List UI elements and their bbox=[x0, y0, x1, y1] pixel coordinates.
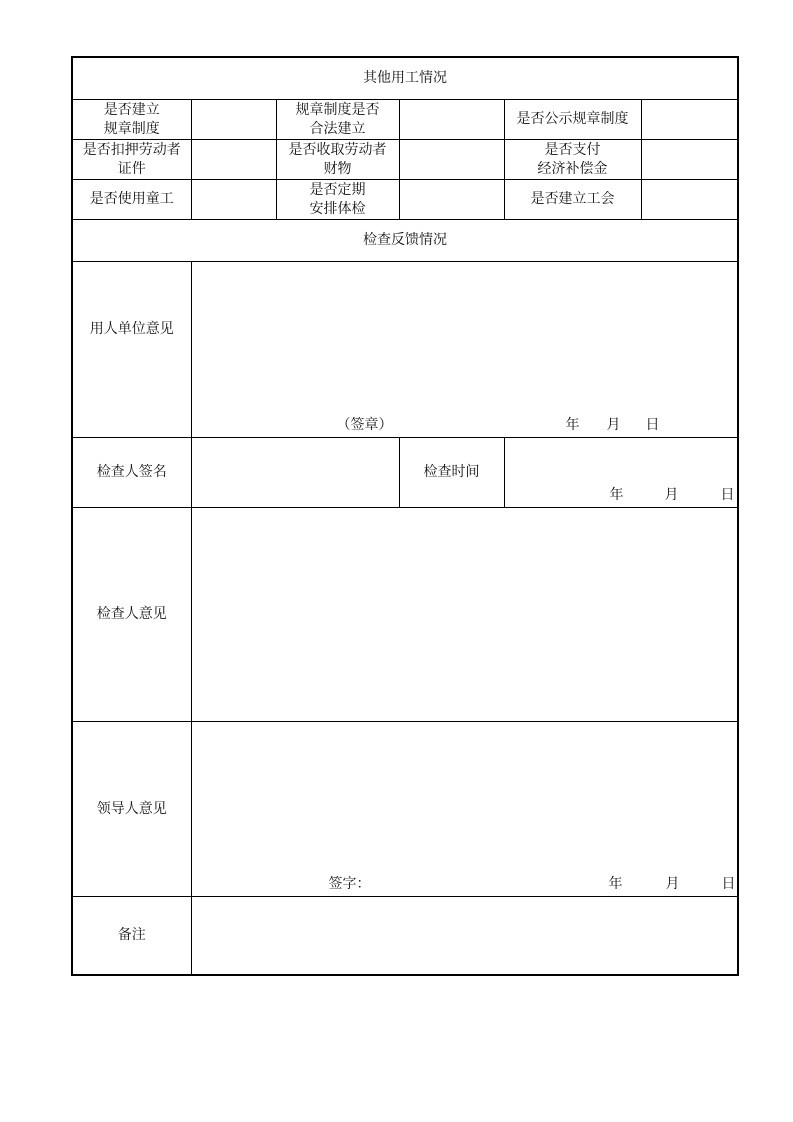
answer-pay-compensation[interactable] bbox=[641, 140, 738, 180]
signature-label: 签字： bbox=[328, 876, 371, 892]
employer-opinion-field[interactable] bbox=[191, 262, 738, 438]
question-rules-public: 是否公示规章制度 bbox=[504, 100, 641, 140]
date-year: 年 bbox=[608, 876, 623, 892]
question-pay-compensation: 是否支付 经济补偿金 bbox=[504, 140, 641, 180]
answer-withhold-certificates[interactable] bbox=[191, 140, 276, 180]
date-year: 年 bbox=[609, 487, 624, 503]
section-title-other-employment: 其他用工情况 bbox=[72, 57, 738, 100]
question-withhold-certificates: 是否扣押劳动者 证件 bbox=[72, 140, 191, 180]
date-day: 日 bbox=[721, 876, 736, 892]
date-day: 日 bbox=[645, 417, 660, 433]
date-month: 月 bbox=[664, 487, 679, 503]
inspector-opinion-label: 检查人意见 bbox=[72, 508, 191, 722]
section-title-feedback: 检查反馈情况 bbox=[72, 220, 738, 262]
question-rules-legal: 规章制度是否 合法建立 bbox=[276, 100, 399, 140]
inspector-signature-label: 检查人签名 bbox=[72, 438, 191, 508]
inspection-time-field[interactable] bbox=[504, 438, 738, 508]
remarks-field[interactable] bbox=[191, 897, 738, 975]
answer-child-labor[interactable] bbox=[191, 180, 276, 220]
inspector-signature-field[interactable] bbox=[191, 438, 399, 508]
leader-opinion-field[interactable] bbox=[191, 722, 738, 897]
leader-opinion-label: 领导人意见 bbox=[72, 722, 191, 897]
answer-regular-checkup[interactable] bbox=[399, 180, 504, 220]
employer-opinion-label: 用人单位意见 bbox=[72, 262, 191, 438]
answer-rules-legal[interactable] bbox=[399, 100, 504, 140]
question-rules-established: 是否建立 规章制度 bbox=[72, 100, 191, 140]
date-day: 日 bbox=[720, 487, 735, 503]
answer-rules-public[interactable] bbox=[641, 100, 738, 140]
question-regular-checkup: 是否定期 安排体检 bbox=[276, 180, 399, 220]
date-year: 年 bbox=[565, 417, 580, 433]
answer-collect-property[interactable] bbox=[399, 140, 504, 180]
date-month: 月 bbox=[665, 876, 680, 892]
question-union-established: 是否建立工会 bbox=[504, 180, 641, 220]
remarks-label: 备注 bbox=[72, 897, 191, 975]
answer-rules-established[interactable] bbox=[191, 100, 276, 140]
seal-label: （签章） bbox=[336, 417, 393, 433]
date-month: 月 bbox=[606, 417, 621, 433]
inspector-opinion-field[interactable] bbox=[191, 508, 738, 722]
inspection-time-label: 检查时间 bbox=[399, 438, 504, 508]
question-collect-property: 是否收取劳动者 财物 bbox=[276, 140, 399, 180]
question-child-labor: 是否使用童工 bbox=[72, 180, 191, 220]
answer-union-established[interactable] bbox=[641, 180, 738, 220]
inspection-form bbox=[71, 56, 739, 976]
